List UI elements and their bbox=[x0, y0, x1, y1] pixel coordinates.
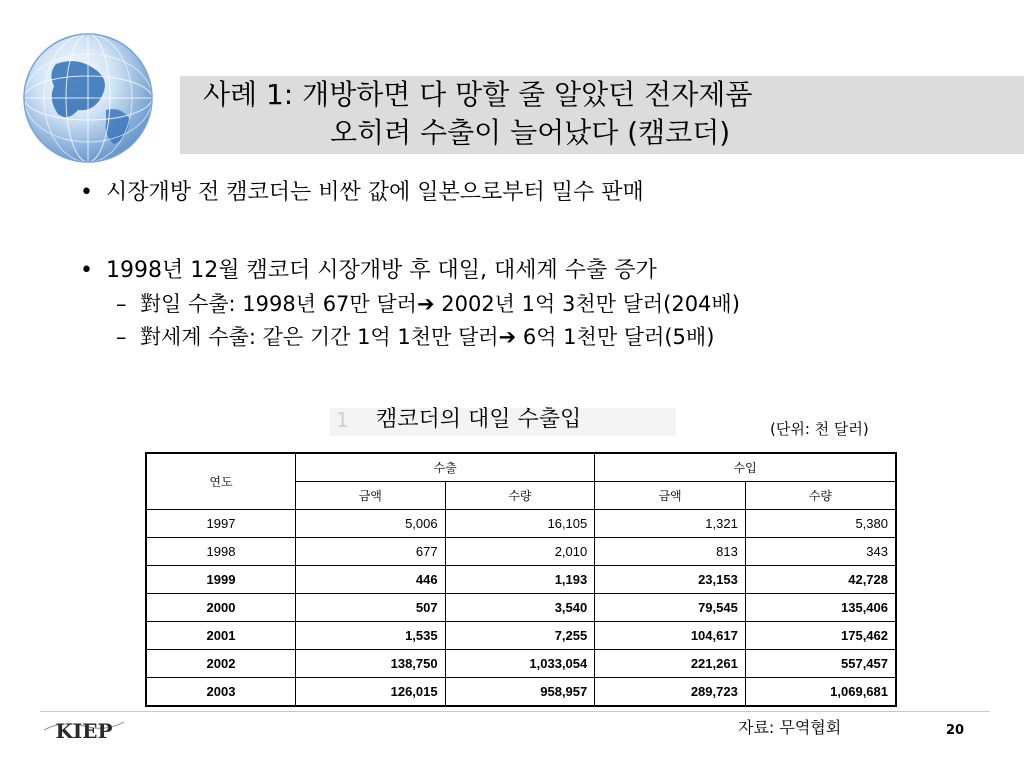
arrow-icon: ➔ bbox=[498, 325, 517, 349]
sub-bullet-text: 6억 1천만 달러(5배) bbox=[516, 325, 715, 349]
cell-export-quantity: 2,010 bbox=[445, 538, 595, 566]
bullet-marker: • bbox=[80, 180, 93, 205]
cell-export-amount: 5,006 bbox=[296, 510, 446, 538]
table-row bbox=[146, 622, 896, 650]
header-import: 수입 bbox=[595, 453, 896, 482]
kiep-logo bbox=[42, 716, 126, 744]
table-row bbox=[146, 594, 896, 622]
cell-import-quantity: 5,380 bbox=[745, 510, 896, 538]
slide-title-line-1: 사례 1: 개방하면 다 망할 줄 알았던 전자제품 bbox=[203, 78, 753, 111]
cell-import-amount: 1,321 bbox=[595, 510, 746, 538]
bullet-marker: • bbox=[80, 258, 93, 283]
cell-year: 1999 bbox=[146, 566, 296, 594]
cell-import-quantity: 135,406 bbox=[745, 594, 896, 622]
subheader-import-quantity: 수량 bbox=[745, 482, 896, 510]
sub-bullet-marker: – bbox=[116, 292, 127, 316]
cell-export-quantity: 3,540 bbox=[445, 594, 595, 622]
bullet-text: 시장개방 전 캠코더는 비싼 값에 일본으로부터 밀수 판매 bbox=[106, 180, 644, 205]
sub-bullet-text: 對일 수출: 1998년 67만 달러 bbox=[140, 292, 417, 316]
table-caption: 캠코더의 대일 수출입 bbox=[376, 407, 582, 432]
header-year: 연도 bbox=[146, 453, 296, 510]
cell-export-quantity: 1,193 bbox=[445, 566, 595, 594]
sub-bullet-text: 對세계 수출: 같은 기간 1억 1천만 달러 bbox=[140, 325, 499, 349]
page-number: 20 bbox=[946, 723, 965, 738]
bullet-item bbox=[80, 178, 644, 208]
cell-year: 2003 bbox=[146, 678, 296, 707]
cell-import-amount: 79,545 bbox=[595, 594, 746, 622]
slide-title-line-2: 오히려 수출이 늘어났다 (캠코더) bbox=[330, 116, 731, 149]
logo-text: KIEP bbox=[55, 719, 113, 743]
cell-year: 2002 bbox=[146, 650, 296, 678]
cell-year: 1998 bbox=[146, 538, 296, 566]
globe-icon bbox=[18, 26, 158, 166]
cell-import-amount: 289,723 bbox=[595, 678, 746, 707]
cell-import-quantity: 42,728 bbox=[745, 566, 896, 594]
cell-year: 2001 bbox=[146, 622, 296, 650]
cell-import-amount: 23,153 bbox=[595, 566, 746, 594]
cell-import-quantity: 175,462 bbox=[745, 622, 896, 650]
table-row bbox=[146, 566, 896, 594]
table-row bbox=[146, 510, 896, 538]
cell-import-quantity: 1,069,681 bbox=[745, 678, 896, 707]
bullet-text: 1998년 12월 캠코더 시장개방 후 대일, 대세계 수출 증가 bbox=[106, 258, 657, 283]
subheader-export-amount: 금액 bbox=[296, 482, 446, 510]
subheader-export-quantity: 수량 bbox=[445, 482, 595, 510]
table-row bbox=[146, 678, 896, 707]
cell-import-amount: 104,617 bbox=[595, 622, 746, 650]
subheader-import-amount: 금액 bbox=[595, 482, 746, 510]
cell-export-amount: 138,750 bbox=[296, 650, 446, 678]
source-note: 자료: 무역협회 bbox=[738, 718, 842, 737]
footer-divider bbox=[40, 711, 990, 712]
table-unit-note: (단위: 천 달러) bbox=[770, 420, 869, 438]
cell-export-quantity: 958,957 bbox=[445, 678, 595, 707]
bullet-item bbox=[80, 256, 657, 286]
table-row bbox=[146, 538, 896, 566]
cell-export-amount: 126,015 bbox=[296, 678, 446, 707]
header-export: 수출 bbox=[296, 453, 595, 482]
cell-export-amount: 507 bbox=[296, 594, 446, 622]
cell-export-quantity: 16,105 bbox=[445, 510, 595, 538]
cell-import-quantity: 557,457 bbox=[745, 650, 896, 678]
cell-export-amount: 446 bbox=[296, 566, 446, 594]
cell-import-amount: 221,261 bbox=[595, 650, 746, 678]
cell-year: 1997 bbox=[146, 510, 296, 538]
table-caption-number: 1 bbox=[336, 408, 349, 432]
cell-year: 2000 bbox=[146, 594, 296, 622]
sub-bullet-text: 2002년 1억 3천만 달러(204배) bbox=[434, 292, 740, 316]
cell-export-amount: 677 bbox=[296, 538, 446, 566]
sub-bullet-item bbox=[116, 290, 740, 318]
cell-import-quantity: 343 bbox=[745, 538, 896, 566]
cell-export-amount: 1,535 bbox=[296, 622, 446, 650]
cell-import-amount: 813 bbox=[595, 538, 746, 566]
table-row bbox=[146, 650, 896, 678]
cell-export-quantity: 1,033,054 bbox=[445, 650, 595, 678]
export-import-table bbox=[145, 452, 897, 707]
arrow-icon: ➔ bbox=[416, 292, 435, 316]
cell-export-quantity: 7,255 bbox=[445, 622, 595, 650]
sub-bullet-item bbox=[116, 323, 714, 351]
sub-bullet-marker: – bbox=[116, 325, 127, 349]
